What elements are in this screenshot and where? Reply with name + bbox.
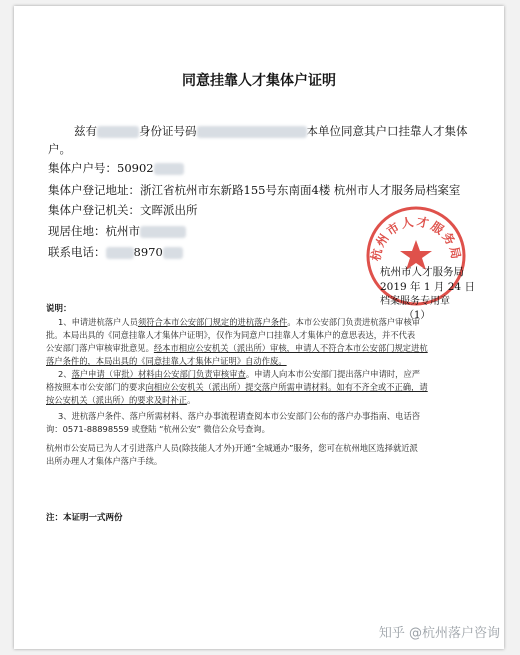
note-1-e: 公安部门落户审核审批意见。 xyxy=(46,343,154,353)
note-2 xyxy=(46,368,486,407)
note-3-a: 3、进杭落户条件、落户所需材料、落户办事流程请查阅本市公安部门公布的落户办事指南、电话咨 xyxy=(58,411,421,421)
intro-part-4: 户。 xyxy=(48,142,71,156)
redacted-residence xyxy=(140,226,186,238)
account-value: 50902 xyxy=(117,161,154,175)
note-2-a: 2、 xyxy=(58,369,72,379)
note-2-f: 按公安机关（派出所）的要求及时补正 xyxy=(46,395,188,405)
document-page xyxy=(14,6,504,649)
issuer-name: 杭州市人才服务局 xyxy=(380,266,464,278)
residence-row xyxy=(48,223,186,239)
redacted-phone-end xyxy=(163,247,183,259)
notes-heading: 说明： xyxy=(46,304,72,314)
note-2-c: 。申请人向本市公安部门提出落户申请时，应严 xyxy=(245,369,421,379)
residence-value: 杭州市 xyxy=(105,224,140,238)
intro-part-1: 兹有 xyxy=(74,124,97,138)
account-label: 集体户户号： xyxy=(48,161,117,175)
note-1 xyxy=(46,316,486,368)
address-row xyxy=(48,182,460,198)
note-4-b: 出所办理人才集体户落户手续。 xyxy=(46,456,163,466)
address-value: 浙江省杭州市东新路155号东南面4楼 杭州市人才服务局档案室 xyxy=(140,183,461,197)
note-1-d: 批。本局出具的《同意挂靠人才集体户证明》，仅作为同意户口挂靠人才集体户的意思表达，并不代表 xyxy=(46,330,416,340)
redacted-account xyxy=(154,163,184,175)
document-title: 同意挂靠人才集体户证明 xyxy=(182,73,336,89)
note-4-a: 杭州市公安局已为人才引进落户人员(除技能人才外)开通“全城通办”服务，您可在杭州地区选择就近派 xyxy=(46,443,418,453)
intro-line-1 xyxy=(74,123,468,139)
intro-part-3: 本单位同意其户口挂靠人才集体 xyxy=(306,124,468,138)
note-1-a: 1、申请进杭落户人员 xyxy=(58,317,138,327)
note-2-d: 格按照本市公安部门的要求 xyxy=(46,382,146,392)
note-3-b: 询：0571-88898559 或登陆 “杭州公安” 微信公众号查询。 xyxy=(46,424,270,434)
phone-label: 联系电话： xyxy=(48,245,106,259)
note-1-c: 。本市公安部门负责进杭落户审核审 xyxy=(287,317,421,327)
redacted-id xyxy=(197,126,307,138)
note-2-g: 。 xyxy=(187,395,196,405)
residence-label: 现居住地： xyxy=(48,224,106,238)
address-label: 集体户登记地址： xyxy=(48,183,140,197)
note-2-e: 向相应公安机关（派出所）提交落户所需申请材料。如有不齐全或不正确，请 xyxy=(145,382,428,392)
stamp-number: （1） xyxy=(404,310,431,321)
authority-row xyxy=(48,202,198,218)
note-2-b: 落户申请（审批）材料由公安部门负责审核审查 xyxy=(71,369,246,379)
note-1-b: 须符合本市公安部门规定的进杭落户条件 xyxy=(137,317,288,327)
svg-text:杭州市人才服务局: 杭州市人才服务局 xyxy=(368,214,464,263)
note-3 xyxy=(46,410,486,436)
redacted-name xyxy=(97,126,139,138)
authority-value: 文晖派出所 xyxy=(140,203,198,217)
phone-row xyxy=(48,244,183,260)
phone-value: 8970 xyxy=(133,245,163,259)
note-1-g: 落户条件的，本局出具的《同意挂靠人才集体户证明》自动作废。 xyxy=(46,356,287,366)
note-1-f: 经本市相应公安机关（派出所）审核，申请人不符合本市公安部门规定进杭 xyxy=(153,343,428,353)
stamp-subtitle: 档案服务专用章 xyxy=(380,296,450,307)
note-4 xyxy=(46,442,486,468)
footnote: 注：本证明一式两份 xyxy=(46,513,123,523)
account-row xyxy=(48,160,184,176)
redacted-phone xyxy=(106,247,134,259)
intro-part-2: 身份证号码 xyxy=(139,124,197,138)
authority-label: 集体户登记机关： xyxy=(48,203,140,217)
watermark: 知乎 @杭州落户咨询 xyxy=(378,626,500,641)
issue-date: 2019 年 1 月 24 日 xyxy=(380,281,475,293)
